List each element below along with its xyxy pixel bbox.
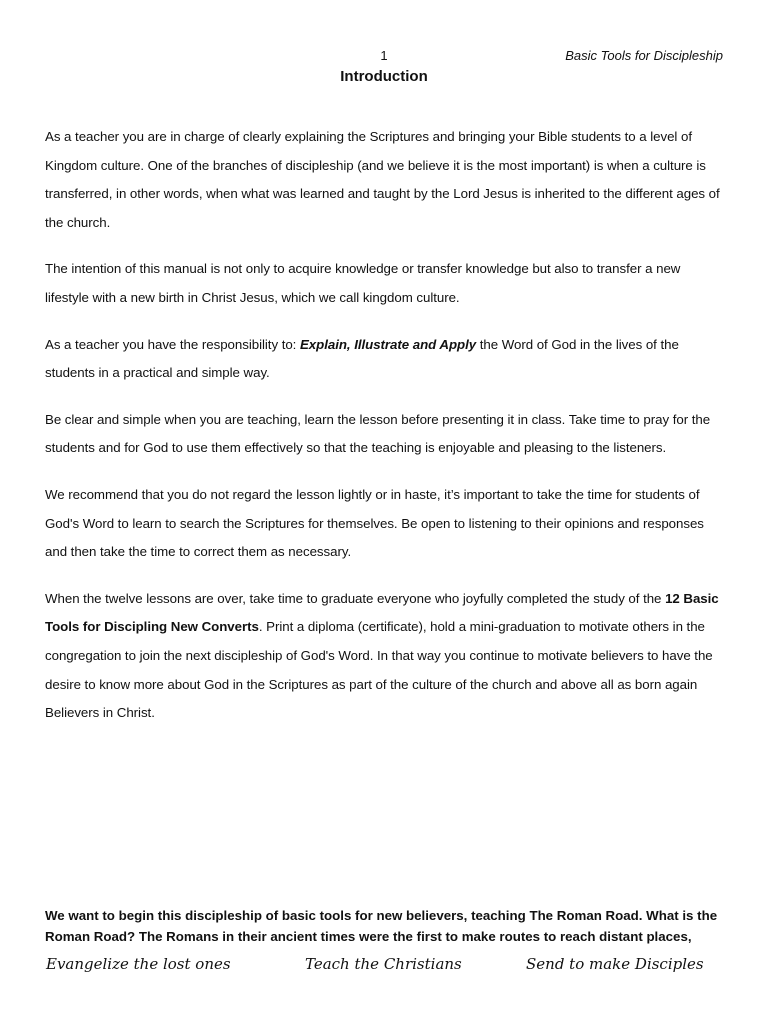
- paragraph-3: [45, 331, 725, 388]
- paragraph-6: [45, 585, 725, 728]
- footer-send: Send to make Disciples: [526, 955, 704, 973]
- page-number: 1: [380, 48, 388, 63]
- paragraph-5: We recommend that you do not regard the lesson lightly or in haste, it’s important to take the time for students of God's Word to learn to search the Scriptures for themselves. Be open to listening to their opinions and responses and then take the time to correct them as necessary.: [45, 486, 704, 560]
- page-title: Introduction: [340, 68, 428, 85]
- paragraph-3-rest: the Word of God in the lives of the students in a practical and simple way.: [45, 336, 679, 381]
- closing-paragraph: We want to begin this discipleship of basic tools for new believers, teaching The Roman Road. What is the Roman Road? The Romans in their ancient times were the first to make routes to reach distant places,: [45, 908, 718, 944]
- paragraph-1: As a teacher you are in charge of clearly explaining the Scriptures and bringing your Bible students to a level of Kingdom culture. One of the branches of discipleship (and we believe it is the most important) is when a culture is transferred, in other words, when what was learned and taught by the Lord Jesus is inherited to the different ages of the church.: [45, 129, 720, 230]
- paragraph-3-emphasis: Explain, Illustrate and Apply: [299, 336, 477, 352]
- footer-teach: Teach the Christians: [305, 955, 462, 973]
- paragraph-6-emphasis: 12 Basic Tools for Discipling New Converts: [45, 590, 719, 635]
- paragraph-6-rest: . Print a diploma (certificate), hold a mini-graduation to motivate others in the congregation to join the next discipleship of God's Word. In that way you continue to motivate believers to have the desire to know more about God in the Scriptures as part of the culture of the church and above all as born again Believers in Christ.: [45, 619, 713, 721]
- page-footer: [0, 955, 768, 981]
- running-header: Basic Tools for Discipleship: [565, 48, 723, 63]
- body-content: [45, 123, 725, 746]
- footer-evangelize: Evangelize the lost ones: [46, 955, 231, 973]
- paragraph-4: Be clear and simple when you are teaching, learn the lesson before presenting it in class. Take time to pray for the students and for God to use them effectively so that the teaching is enjoyable and pleasing to the listeners.: [45, 411, 711, 456]
- paragraph-6-intro: When the twelve lessons are over, take time to graduate everyone who joyfully completed the study of the: [45, 590, 666, 606]
- paragraph-3-intro: As a teacher you have the responsibility to:: [45, 336, 300, 352]
- paragraph-2: The intention of this manual is not only to acquire knowledge or transfer knowledge but also to transfer a new lifestyle with a new birth in Christ Jesus, which we call kingdom culture.: [45, 261, 681, 305]
